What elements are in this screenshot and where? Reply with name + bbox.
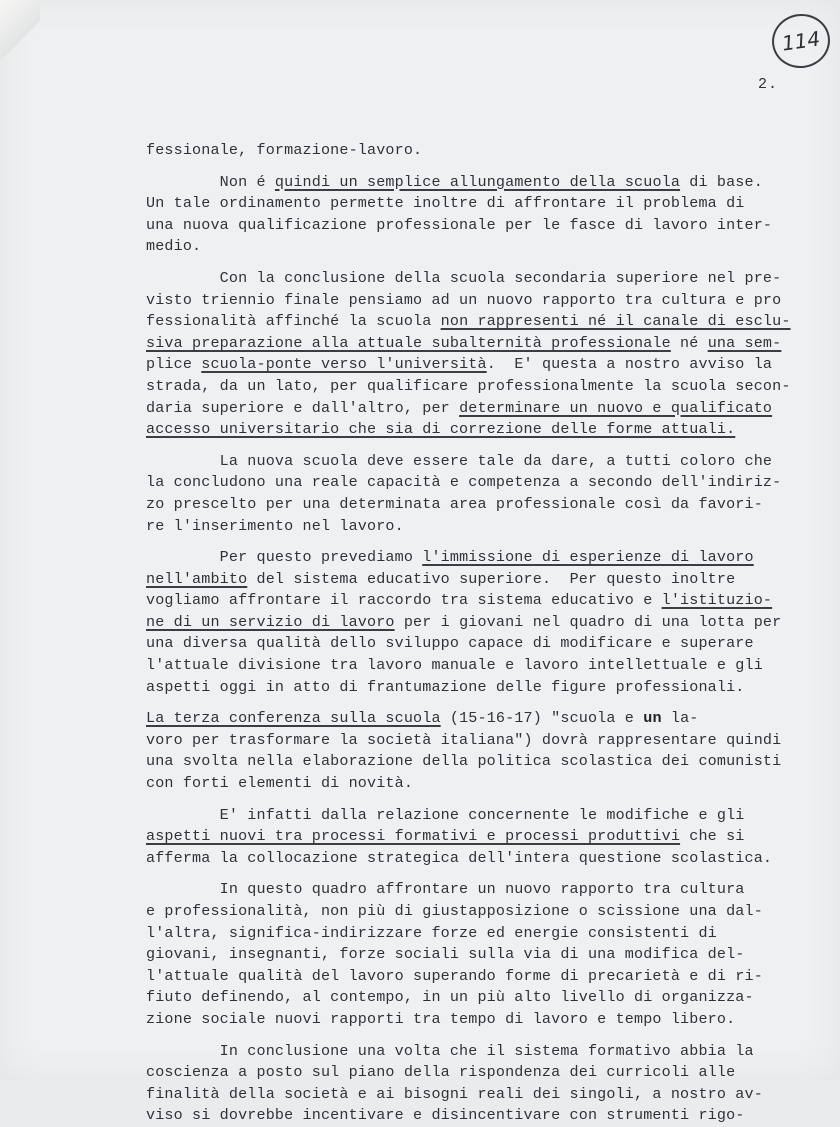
- text-segment: In questo quadro affrontare un nuovo rapporto tra cultura: [146, 880, 745, 899]
- text-segment: l'altra, significa-indirizzare forze ed energie consistenti di: [146, 923, 717, 942]
- text-line: [146, 354, 836, 376]
- text-segment: zione sociale nuovi rapporti tra tempo di lavoro e tempo libero.: [146, 1009, 736, 1028]
- text-segment: la concludono una reale capacità e competenza a secondo dell'indiriz-: [146, 473, 782, 492]
- text-line: [146, 311, 836, 333]
- underlined-phrase: scuola-ponte verso l'università: [201, 355, 487, 374]
- text-segment: la-: [661, 709, 699, 728]
- archive-number-stamp: 114: [769, 10, 834, 72]
- text-line: [146, 451, 836, 473]
- text-line: [146, 172, 836, 194]
- text-segment: l'attuale qualità del lavoro superando forme di precarietà e di ri-: [146, 966, 763, 985]
- text-segment: zo prescelto per una determinata area professionale così da favori-: [146, 494, 763, 513]
- underlined-phrase: determinare un nuovo e qualificato: [459, 398, 773, 417]
- underlined-phrase: quindi un semplice allungamento della scuola: [274, 172, 681, 191]
- text-segment: Con la conclusione della scuola secondaria superiore nel pre-: [146, 268, 782, 287]
- text-line: [146, 655, 836, 677]
- underlined-phrase: l'istituzio-: [661, 591, 773, 610]
- text-segment: daria superiore e dall'altro, per: [146, 398, 460, 417]
- text-segment: una nuova qualificazione professionale per le fasce di lavoro inter-: [146, 215, 773, 234]
- text-segment: per i giovani nel quadro di una lotta per: [394, 612, 782, 631]
- underlined-phrase: aspetti nuovi tra processi formativi e processi produttivi: [146, 827, 681, 846]
- text-line: [146, 826, 836, 848]
- text-line: [146, 236, 836, 258]
- text-line: [146, 516, 836, 538]
- text-line: [146, 751, 836, 773]
- text-line: [146, 590, 836, 612]
- text-segment: con forti elementi di novità.: [146, 774, 414, 793]
- text-line: [146, 1009, 836, 1031]
- overtyped-word: un: [643, 709, 662, 728]
- text-segment: medio.: [146, 237, 202, 256]
- text-segment: Un tale ordinamento permette inoltre di affrontare il problema di: [146, 194, 745, 213]
- text-line: [146, 730, 836, 752]
- text-line: [146, 987, 836, 1009]
- text-line: [146, 376, 836, 398]
- text-segment: né: [670, 333, 708, 352]
- text-line: [146, 923, 836, 945]
- text-line: [146, 708, 836, 730]
- underlined-phrase: siva preparazione alla attuale subalternità professionale: [146, 333, 671, 352]
- text-line: [146, 472, 836, 494]
- text-line: [146, 333, 836, 355]
- text-segment: In conclusione una volta che il sistema formativo abbia la: [146, 1041, 754, 1060]
- text-segment: vogliamo affrontare il raccordo tra sistema educativo e: [146, 591, 662, 610]
- text-segment: finalità della società e ai bisogni reali dei singoli, a nostro av-: [146, 1084, 763, 1103]
- text-segment: Per questo prevediamo: [146, 548, 423, 567]
- text-line: [146, 569, 836, 591]
- text-segment: . E' questa a nostro avviso la: [486, 355, 773, 374]
- text-line: [146, 1041, 836, 1063]
- text-segment: l'attuale divisione tra lavoro manuale e lavoro intellettuale e gli: [146, 656, 763, 675]
- text-segment: (15-16-17) "scuola e: [440, 709, 644, 728]
- text-line: [146, 612, 836, 634]
- text-line: [146, 879, 836, 901]
- typed-body-text: [146, 140, 836, 1127]
- text-line: [146, 901, 836, 923]
- text-line: [146, 140, 836, 162]
- text-segment: una svolta nella elaborazione della politica scolastica dei comunisti: [146, 752, 782, 771]
- text-line: [146, 805, 836, 827]
- text-line: [146, 290, 836, 312]
- text-segment: strada, da un lato, per qualificare professionalmente la scuola secon-: [146, 376, 791, 395]
- underlined-phrase: non rappresenti né il canale di esclu-: [440, 312, 791, 331]
- text-line: [146, 773, 836, 795]
- underlined-phrase: una sem-: [707, 333, 782, 352]
- text-segment: giovani, insegnanti, forze sociali sulla via di una modifica del-: [146, 945, 745, 964]
- text-line: [146, 1105, 836, 1127]
- text-segment: una diversa qualità dello sviluppo capace di modificare e superare: [146, 634, 754, 653]
- text-segment: voro per trasformare la società italiana") dovrà rappresentare quindi: [146, 730, 782, 749]
- text-segment: fiuto definendo, al contempo, in un più alto livello di organizza-: [146, 988, 754, 1007]
- text-line: [146, 1084, 836, 1106]
- underlined-phrase: nell'ambito: [146, 569, 248, 588]
- text-line: [146, 848, 836, 870]
- text-line: [146, 268, 836, 290]
- text-line: [146, 633, 836, 655]
- text-segment: viso si dovrebbe incentivare e disincentivare con strumenti rigo-: [146, 1106, 745, 1125]
- text-line: [146, 966, 836, 988]
- underlined-phrase: accesso universitario che sia di correzione delle forme attuali.: [146, 420, 736, 439]
- text-segment: coscienza a posto sul piano della rispondenza dei curricoli alle: [146, 1063, 736, 1082]
- text-segment: visto triennio finale pensiamo ad un nuovo rapporto tra cultura e pro: [146, 290, 782, 309]
- underlined-phrase: La terza conferenza sulla scuola: [146, 709, 441, 728]
- text-segment: fessionale, formazione-lavoro.: [146, 141, 423, 159]
- text-line: [146, 215, 836, 237]
- text-line: [146, 193, 836, 215]
- text-segment: E' infatti dalla relazione concernente le modifiche e gli: [146, 805, 745, 824]
- text-line: [146, 944, 836, 966]
- text-line: [146, 1062, 836, 1084]
- text-line: [146, 419, 836, 441]
- text-line: [146, 547, 836, 569]
- text-segment: re l'inserimento nel lavoro.: [146, 516, 404, 535]
- text-segment: aspetti oggi in atto di frantumazione delle figure professionali.: [146, 677, 745, 696]
- text-segment: Non é: [146, 172, 275, 191]
- underlined-phrase: l'immissione di esperienze di lavoro: [422, 548, 754, 567]
- text-line: [146, 494, 836, 516]
- text-segment: afferma la collocazione strategica dell'intera questione scolastica.: [146, 848, 773, 867]
- page-number: 2.: [758, 76, 779, 93]
- underlined-phrase: ne di un servizio di lavoro: [146, 612, 395, 631]
- text-segment: che si: [680, 827, 745, 846]
- text-line: [146, 398, 836, 420]
- text-segment: fessionalità affinché la scuola: [146, 312, 441, 331]
- text-segment: e professionalità, non più di giustapposizione o scissione una dal-: [146, 902, 763, 920]
- text-segment: La nuova scuola deve essere tale da dare, a tutti coloro che: [146, 451, 773, 470]
- text-segment: del sistema educativo superiore. Per questo inoltre: [247, 569, 736, 588]
- text-segment: plice: [146, 355, 202, 374]
- folded-corner: [0, 0, 40, 60]
- text-line: [146, 677, 836, 699]
- text-segment: di base.: [680, 172, 763, 191]
